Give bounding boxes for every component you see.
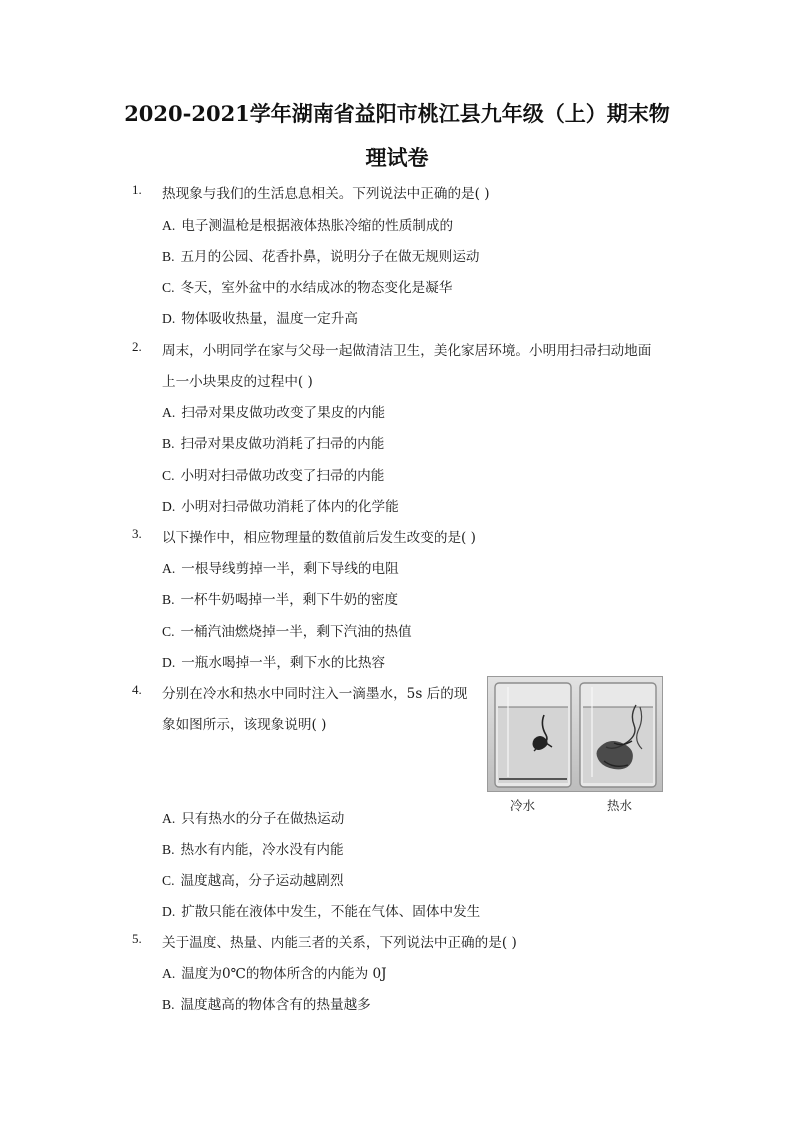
option-letter: B. xyxy=(162,842,175,857)
option-2c[interactable] xyxy=(162,464,384,484)
question-number: 1. xyxy=(132,182,142,197)
option-text: 温度为0℃的物体所含的内能为 0J xyxy=(181,966,387,982)
option-text: 只有热水的分子在做热运动 xyxy=(181,811,345,827)
option-2a[interactable] xyxy=(162,401,385,421)
option-text: 一瓶水喝掉一半，剩下水的比热容 xyxy=(181,655,386,671)
option-5b[interactable] xyxy=(162,993,371,1013)
question-stem: 分别在冷水和热水中同时注入一滴墨水，5s 后的现 xyxy=(162,686,468,702)
option-letter: D. xyxy=(162,311,176,326)
option-text: 小明对扫帚做功改变了扫帚的内能 xyxy=(180,468,385,484)
option-text: 热水有内能，冷水没有内能 xyxy=(180,842,344,858)
option-4a[interactable] xyxy=(162,807,344,827)
option-letter: A. xyxy=(162,405,176,420)
option-letter: C. xyxy=(162,873,175,888)
option-3b[interactable] xyxy=(162,588,398,608)
option-letter: B. xyxy=(162,436,175,451)
option-letter: A. xyxy=(162,811,176,826)
option-1a[interactable] xyxy=(162,214,453,234)
option-4b[interactable] xyxy=(162,838,344,858)
question-stem: 热现象与我们的生活息息相关。下列说法中正确的是( ) xyxy=(162,186,490,202)
option-3a[interactable] xyxy=(162,557,399,577)
option-text: 扩散只能在液体中发生，不能在气体、固体中发生 xyxy=(181,904,481,920)
question-stem: 周末，小明同学在家与父母一起做清洁卫生，美化家居环境。小明用扫帚扫动地面 xyxy=(162,343,652,359)
caption-cold-water: 冷水 xyxy=(510,798,536,813)
cold-water-beaker xyxy=(495,683,571,787)
option-5a[interactable] xyxy=(162,962,387,982)
option-letter: D. xyxy=(162,655,176,670)
option-text: 温度越高的物体含有的热量越多 xyxy=(180,997,371,1013)
option-text: 物体吸收热量，温度一定升高 xyxy=(181,311,358,327)
option-text: 五月的公园、花香扑鼻，说明分子在做无规则运动 xyxy=(180,249,480,265)
option-1d[interactable] xyxy=(162,307,358,327)
option-3d[interactable] xyxy=(162,651,385,671)
hot-water-beaker xyxy=(580,683,656,787)
question-stem: 上一小块果皮的过程中( ) xyxy=(162,374,313,390)
option-letter: A. xyxy=(162,218,176,233)
caption-hot-water: 热水 xyxy=(607,798,633,813)
option-letter: A. xyxy=(162,966,176,981)
option-1b[interactable] xyxy=(162,245,480,265)
option-text: 一杯牛奶喝掉一半，剩下牛奶的密度 xyxy=(180,592,398,608)
option-text: 一根导线剪掉一半，剩下导线的电阻 xyxy=(181,561,399,577)
option-letter: A. xyxy=(162,561,176,576)
option-1c[interactable] xyxy=(162,276,452,296)
option-letter: B. xyxy=(162,592,175,607)
option-letter: C. xyxy=(162,280,175,295)
option-letter: C. xyxy=(162,624,175,639)
option-2d[interactable] xyxy=(162,495,399,515)
option-text: 一桶汽油燃烧掉一半，剩下汽油的热值 xyxy=(180,624,412,640)
option-2b[interactable] xyxy=(162,432,384,452)
exam-title-line-2: 理试卷 xyxy=(365,145,429,170)
exam-title-line-1: 2020-2021学年湖南省益阳市桃江县九年级（上）期末物 xyxy=(124,101,670,126)
question-stem: 关于温度、热量、内能三者的关系，下列说法中正确的是( ) xyxy=(162,935,517,951)
beakers-illustration xyxy=(488,677,662,791)
option-text: 扫帚对果皮做功消耗了扫帚的内能 xyxy=(180,436,385,452)
option-letter: D. xyxy=(162,904,176,919)
option-text: 小明对扫帚做功消耗了体内的化学能 xyxy=(181,499,399,515)
question-number: 3. xyxy=(132,526,142,541)
option-letter: D. xyxy=(162,499,176,514)
option-3c[interactable] xyxy=(162,620,412,640)
option-text: 冬天，室外盆中的水结成冰的物态变化是凝华 xyxy=(180,280,453,296)
option-letter: B. xyxy=(162,997,175,1012)
option-text: 电子测温枪是根据液体热胀冷缩的性质制成的 xyxy=(181,218,454,234)
question-stem: 以下操作中，相应物理量的数值前后发生改变的是( ) xyxy=(162,530,476,546)
question-number: 2. xyxy=(132,339,142,354)
option-text: 扫帚对果皮做功改变了果皮的内能 xyxy=(181,405,386,421)
option-4c[interactable] xyxy=(162,869,344,889)
ink-diffusion-photo xyxy=(487,676,663,792)
option-text: 温度越高，分子运动越剧烈 xyxy=(180,873,344,889)
question-number: 4. xyxy=(132,682,142,697)
question-number: 5. xyxy=(132,931,142,946)
question-stem: 象如图所示，该现象说明( ) xyxy=(162,717,327,733)
option-letter: B. xyxy=(162,249,175,264)
option-4d[interactable] xyxy=(162,900,480,920)
option-letter: C. xyxy=(162,468,175,483)
